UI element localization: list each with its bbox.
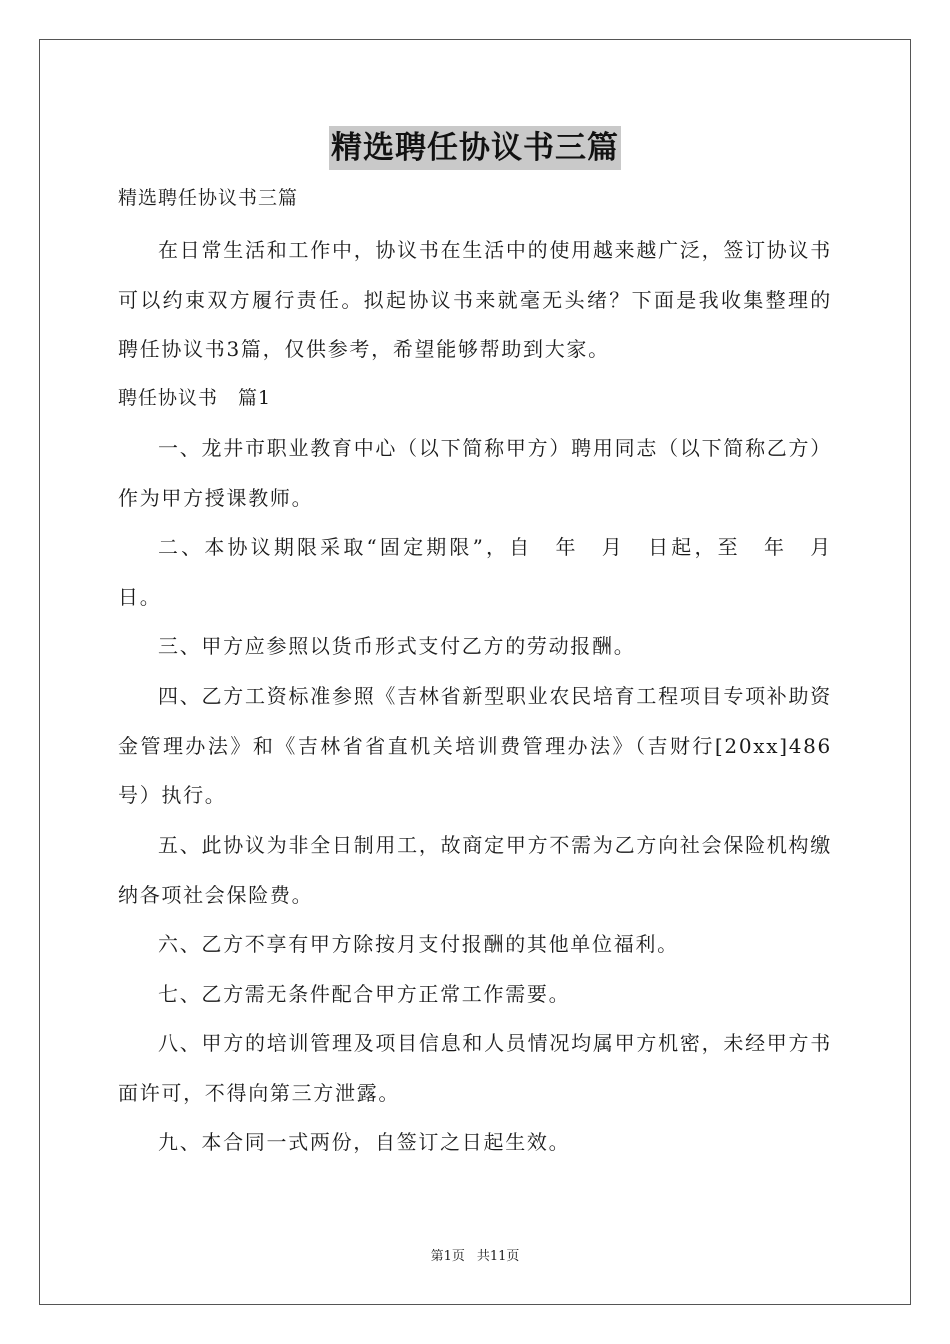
clause-9: 九、本合同一式两份，自签订之日起生效。 [158, 1130, 571, 1154]
document-subtitle: 精选聘任协议书三篇 [118, 187, 299, 209]
clause-5: 五、此协议为非全日制用工，故商定甲方不需为乙方向社会保险机构缴纳各项社会保险费。 [118, 833, 832, 907]
clause-3: 三、甲方应参照以货币形式支付乙方的劳动报酬。 [158, 634, 636, 658]
clause-6: 六、乙方不享有甲方除按月支付报酬的其他单位福利。 [158, 932, 679, 956]
clause-7: 七、乙方需无条件配合甲方正常工作需要。 [158, 982, 571, 1006]
clause-1: 一、龙井市职业教育中心（以下简称甲方）聘用同志（以下简称乙方）作为甲方授课教师。 [118, 436, 832, 510]
page-footer [0, 1247, 950, 1267]
page-number: 第1页 [430, 1249, 465, 1264]
document-title-text: 精选聘任协议书三篇 [329, 126, 621, 170]
clause-4: 四、乙方工资标准参照《吉林省新型职业农民培育工程项目专项补助资金管理办法》和《吉林省省直机关培训费管理办法》（吉财行[20xx]486号）执行。 [118, 684, 832, 807]
clause-2: 二、本协议期限采取“固定期限”，自 年 月 日起，至 年 月 日。 [118, 535, 854, 609]
clause-8: 八、甲方的培训管理及项目信息和人员情况均属甲方机密，未经甲方书面许可，不得向第三方泄露。 [118, 1031, 832, 1105]
document-title [0, 126, 950, 170]
section-heading: 聘任协议书 篇1 [118, 387, 272, 409]
intro-paragraph: 在日常生活和工作中，协议书在生活中的使用越来越广泛，签订协议书可以约束双方履行责任。拟起协议书来就毫无头绪？下面是我收集整理的聘任协议书3篇，仅供参考，希望能够帮助到大家。 [118, 238, 832, 361]
page-total: 共11页 [476, 1249, 520, 1264]
